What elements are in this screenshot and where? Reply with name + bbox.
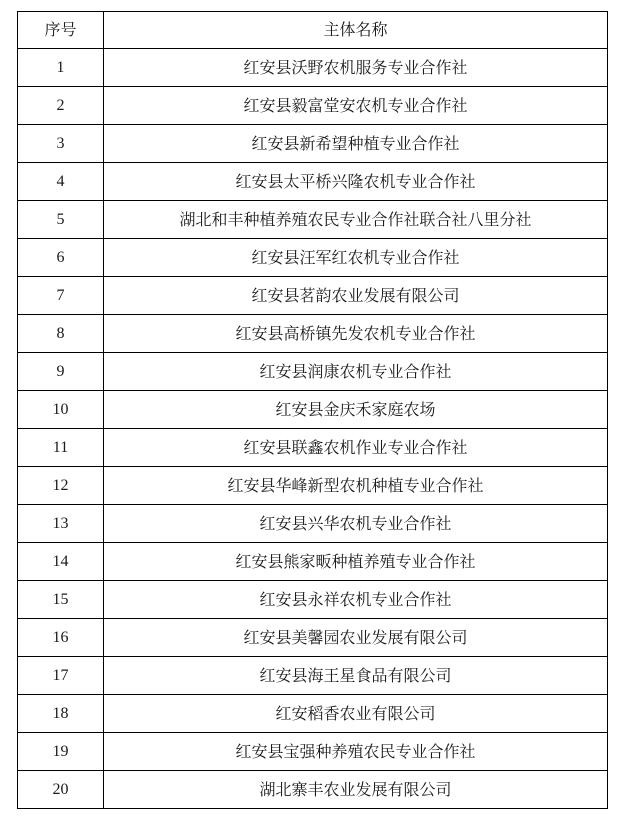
row-index: 19	[18, 733, 104, 771]
table-row	[18, 201, 608, 239]
row-entity-name: 红安县高桥镇先发农机专业合作社	[104, 315, 608, 353]
table-row	[18, 543, 608, 581]
table-body	[18, 49, 608, 809]
row-index: 3	[18, 125, 104, 163]
row-entity-name: 湖北和丰种植养殖农民专业合作社联合社八里分社	[104, 201, 608, 239]
table-row	[18, 239, 608, 277]
row-entity-name: 红安县新希望种植专业合作社	[104, 125, 608, 163]
row-index: 1	[18, 49, 104, 87]
row-entity-name: 红安县沃野农机服务专业合作社	[104, 49, 608, 87]
row-index: 20	[18, 771, 104, 809]
table-row	[18, 49, 608, 87]
row-index: 11	[18, 429, 104, 467]
table-row	[18, 391, 608, 429]
row-index: 4	[18, 163, 104, 201]
row-index: 2	[18, 87, 104, 125]
row-index: 8	[18, 315, 104, 353]
row-entity-name: 红安县润康农机专业合作社	[104, 353, 608, 391]
row-index: 5	[18, 201, 104, 239]
row-index: 10	[18, 391, 104, 429]
row-index: 6	[18, 239, 104, 277]
row-index: 14	[18, 543, 104, 581]
row-entity-name: 红安县海王星食品有限公司	[104, 657, 608, 695]
table-row	[18, 505, 608, 543]
row-index: 17	[18, 657, 104, 695]
header-index: 序号	[18, 12, 104, 49]
table-row	[18, 619, 608, 657]
table-header	[18, 12, 608, 49]
row-entity-name: 红安县联鑫农机作业专业合作社	[104, 429, 608, 467]
row-entity-name: 红安县宝强种养殖农民专业合作社	[104, 733, 608, 771]
row-entity-name: 红安县美馨园农业发展有限公司	[104, 619, 608, 657]
row-entity-name: 湖北寨丰农业发展有限公司	[104, 771, 608, 809]
row-index: 16	[18, 619, 104, 657]
row-index: 9	[18, 353, 104, 391]
row-entity-name: 红安县金庆禾家庭农场	[104, 391, 608, 429]
row-entity-name: 红安县永祥农机专业合作社	[104, 581, 608, 619]
table-row	[18, 125, 608, 163]
table-row	[18, 657, 608, 695]
table-row	[18, 315, 608, 353]
row-index: 12	[18, 467, 104, 505]
table-row	[18, 695, 608, 733]
row-entity-name: 红安稻香农业有限公司	[104, 695, 608, 733]
entity-table	[17, 11, 608, 809]
row-index: 15	[18, 581, 104, 619]
table-row	[18, 87, 608, 125]
row-entity-name: 红安县汪军红农机专业合作社	[104, 239, 608, 277]
table-row	[18, 581, 608, 619]
row-index: 18	[18, 695, 104, 733]
table-row	[18, 277, 608, 315]
header-name: 主体名称	[104, 12, 608, 49]
table-row	[18, 163, 608, 201]
row-entity-name: 红安县华峰新型农机种植专业合作社	[104, 467, 608, 505]
table-row	[18, 733, 608, 771]
row-index: 7	[18, 277, 104, 315]
row-index: 13	[18, 505, 104, 543]
row-entity-name: 红安县毅富堂安农机专业合作社	[104, 87, 608, 125]
table-row	[18, 429, 608, 467]
table-row	[18, 467, 608, 505]
row-entity-name: 红安县兴华农机专业合作社	[104, 505, 608, 543]
row-entity-name: 红安县太平桥兴隆农机专业合作社	[104, 163, 608, 201]
header-row	[18, 12, 608, 49]
table-row	[18, 353, 608, 391]
row-entity-name: 红安县熊家畈种植养殖专业合作社	[104, 543, 608, 581]
table-row	[18, 771, 608, 809]
row-entity-name: 红安县茗韵农业发展有限公司	[104, 277, 608, 315]
